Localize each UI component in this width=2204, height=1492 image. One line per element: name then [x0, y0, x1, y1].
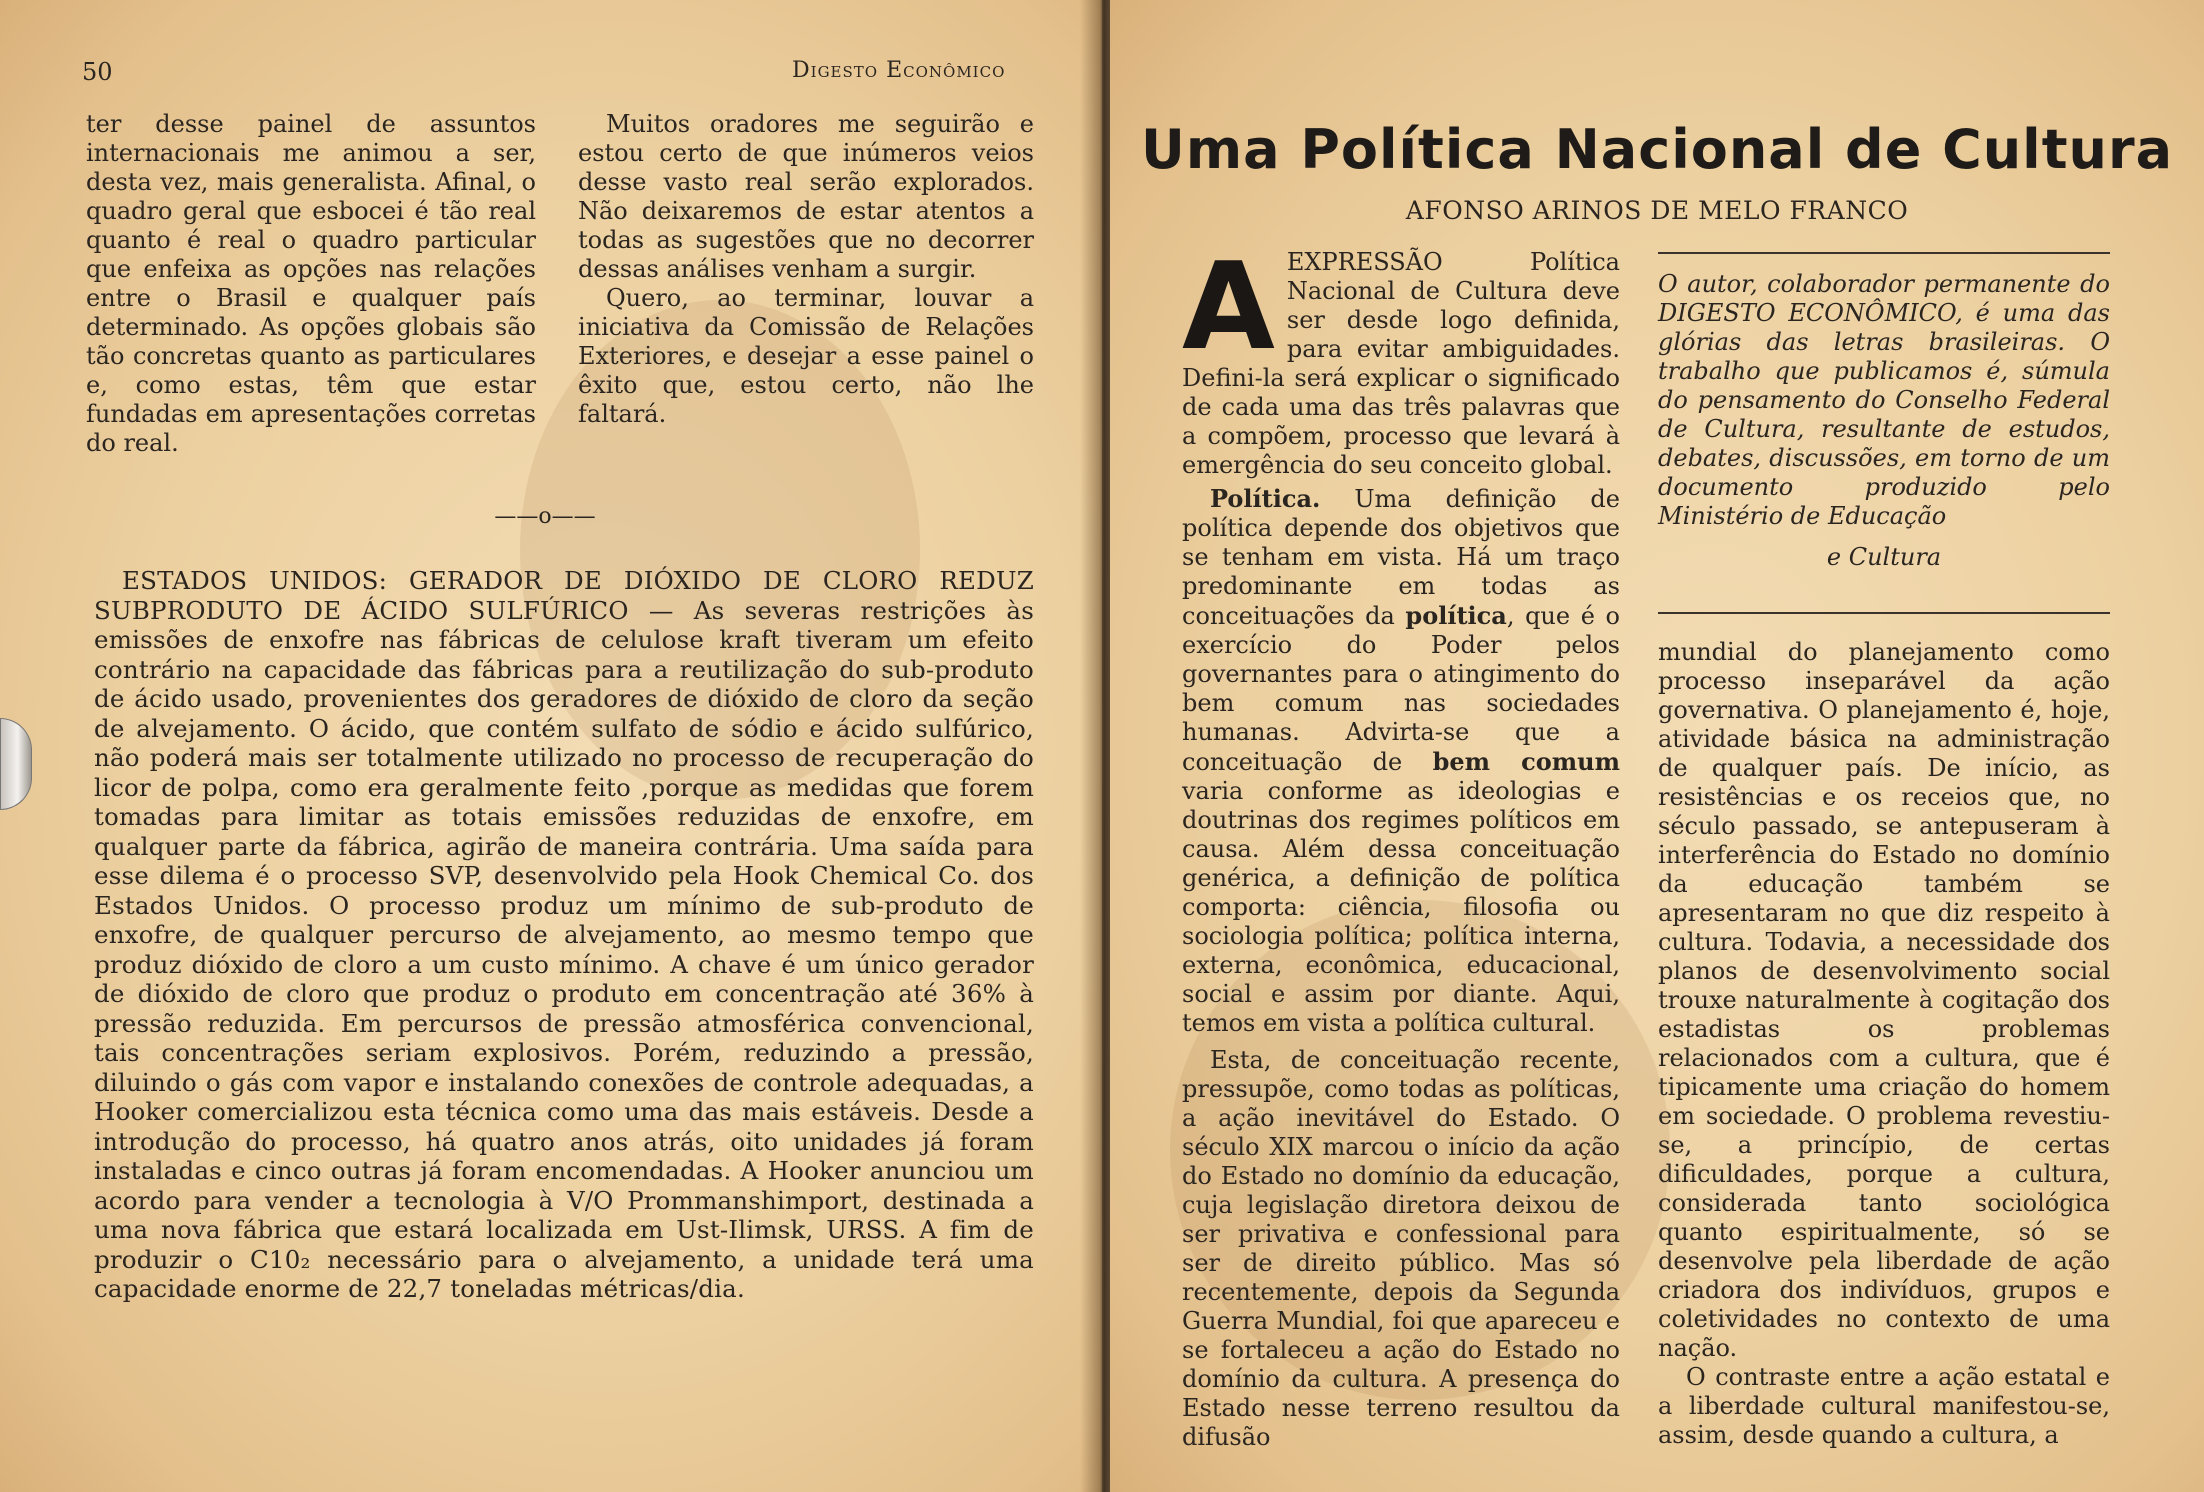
bold-term: política	[1405, 601, 1507, 630]
news-text: — As severas restrições às emissões de enxofre nas fábricas de celulose kraft tiveram um efeito contrário na capacidade das fábricas para a reutilização do sub-produto de ácido usado, provenientes dos geradores de dióxido de cloro da seção de alvejamento. O ácido, que contém sulfato de sódio e ácido sulfúrico, não poderá mais ser totalmente utilizado no processo de recuperação do licor de polpa, como era geralmente feito ,porque as medidas que forem tomadas para limitar as totais emissões reduzidas de enxofre, em qualquer parte da fábrica, agirão de maneira contrária. Uma saída para esse dilema é o processo SVP, desenvolvido pela Hook Chemical Co. dos Estados Unidos. O processo produz um mínimo de sub-produto de enxofre, de qualquer percurso de alvejamento, ao mesmo tempo que produz dióxido de cloro a um custo mínimo. A chave é um único gerador de dióxido de cloro que produz o produto em concentração até 36% à pressão reduzida. Em percursos de pressão atmosférica convencional, tais concentrações seriam explosivos. Porém, reduzindo a pressão, diluindo o gás com vapor e instalando conexões de controle adequadas, a Hooker comercializou esta técnica como uma das mais estáveis. Desde a introdução do processo, há quatro anos atrás, oito unidades já foram instaladas e cinco outras já foram encomendadas. A Hooker anunciou um acordo para vender a tecnologia à V/O Prommanshimport, destinada a uma nova fábrica que estará localizada em Ust-Ilimsk, URSS. A fim de produzir o C10₂ necessário para o alvejamento, a unidade terá uma capacidade enorme de 22,7 toneladas métricas/dia.	[94, 595, 1034, 1303]
right-column-2	[1658, 246, 2110, 1450]
news-paragraph	[94, 566, 1034, 1304]
news-heading: ESTADOS UNIDOS: GERADOR DE DIÓXIDO DE CLORO REDUZ SUBPRODUTO DE ÁCIDO SULFÚRICO	[94, 566, 1034, 625]
left-column-2	[578, 110, 1034, 429]
right-page	[1110, 0, 2204, 1492]
paragraph: Muitos oradores me seguirão e estou certo de que inúmeros veios desse vasto real serão explorados. Não deixaremos de estar atentos a todas as sugestões que no decorrer dessas análises venham a surgir.	[578, 110, 1034, 283]
news-article	[94, 566, 1034, 1304]
paragraph: Esta, de conceituação recente, pressupõe, como todas as políticas, a ação inevitável do Estado. O século XIX marcou o início da ação do Estado no domínio da educação, cuja legislação diretora deixou de ser privativa e confessional para ser de direito público. Mas só recentemente, depois da Segunda Guerra Mundial, foi que apareceu e se fortaleceu a ação do Estado no domínio da cultura. A presença do Estado nesse terreno resultou da difusão	[1182, 1046, 1620, 1451]
column-body	[1658, 638, 2110, 1450]
binder-clip	[0, 718, 32, 810]
opening-text: EXPRESSÃO Política Nacional de Cultura deve ser desde logo definida, para evitar ambiguidades. Defini-la será explicar o significado de cada uma das três palavras que a compõem, processo que levará à emergência do seu conceito global.	[1182, 248, 1620, 479]
article-title: Uma Política Nacional de Cultura	[1140, 118, 2174, 181]
author-note-end: e Cultura	[1826, 543, 1942, 571]
paragraph: O contraste entre a ação estatal e a liberdade cultural manifestou-se, assim, desde quando a cultura, a	[1658, 1363, 2110, 1449]
paragraph: mundial do planejamento como processo inseparável da ação governativa. O planejamento é, hoje, atividade básica na administração de qualquer país. De início, as resistências e os receios que, no século passado, se antepuseram à interferência do Estado no domínio da educação também se apresentaram no que diz respeito à cultura. Todavia, a necessidade dos planos de desenvolvimento social trouxe naturalmente à cogitação dos estadistas os problemas relacionados com a cultura, que é tipicamente uma criação do homem em sociedade. O problema revestiu-se, a princípio, de certas dificuldades, porque a cultura, considerada tanto sociológica quanto espiritualmente, só se desenvolve pela liberdade de ação criadora dos indivíduos, grupos e coletividades no contexto de uma nação.	[1658, 638, 2110, 1362]
author-note: O autor, colaborador permanente do DIGESTO ECONÔMICO, é uma das glórias das letras brasileiras. O trabalho que publicamos é, súmula do pensamento do Conselho Federal de Cultura, resultante de estudos, debates, discussões, em torno de um documento produzido pelo Ministério de Educação	[1658, 270, 2110, 530]
page-number: 50	[82, 58, 113, 86]
note-rule-bottom	[1658, 612, 2110, 614]
bold-term: Política.	[1210, 484, 1321, 513]
running-head: Digesto Econômico	[792, 58, 1006, 83]
section-separator: ——o——	[494, 504, 596, 529]
opening-paragraph	[1182, 238, 1620, 480]
bold-term: bem comum	[1432, 747, 1620, 776]
drop-cap: A	[1182, 238, 1275, 377]
note-rule-top	[1658, 252, 2110, 254]
paragraph-text: varia conforme as ideologias e doutrinas dos regimes políticos em causa. Além dessa conceituação genérica, a definição de política comporta: ciência, filosofia ou sociologia política; política interna, externa, econômica, educacional, social e assim por diante. Aqui, temos em vista a política cultural.	[1182, 777, 1620, 1037]
left-column-1	[86, 110, 536, 458]
paragraph: ter desse painel de assuntos internacionais me animou a ser, desta vez, mais generalista. Afinal, o quadro geral que esbocei é tão real quanto é real o quadro particular que enfeixa as opções nas relações entre o Brasil e qualquer país determinado. As opções globais são tão concretas quanto as particulares e, como estas, têm que estar fundadas em apresentações corretas do real.	[86, 110, 536, 457]
paragraph-text: , que é o exercício do Poder pelos governantes para o atingimento do bem comum nas sociedades humanas. Advirta-se que a conceituação de	[1182, 602, 1620, 776]
paragraph	[1182, 484, 1620, 1038]
right-column-1	[1182, 238, 1620, 1452]
paragraph-text: Uma definição de política depende dos objetivos que se tenham em vista. Há um traço predominante em todas as conceituações da	[1182, 485, 1620, 630]
article-author: AFONSO ARINOS DE MELO FRANCO	[1405, 196, 1909, 225]
paragraph: Quero, ao terminar, louvar a iniciativa da Comissão de Relações Exteriores, e desejar a esse painel o êxito que, estou certo, não lhe faltará.	[578, 284, 1034, 428]
